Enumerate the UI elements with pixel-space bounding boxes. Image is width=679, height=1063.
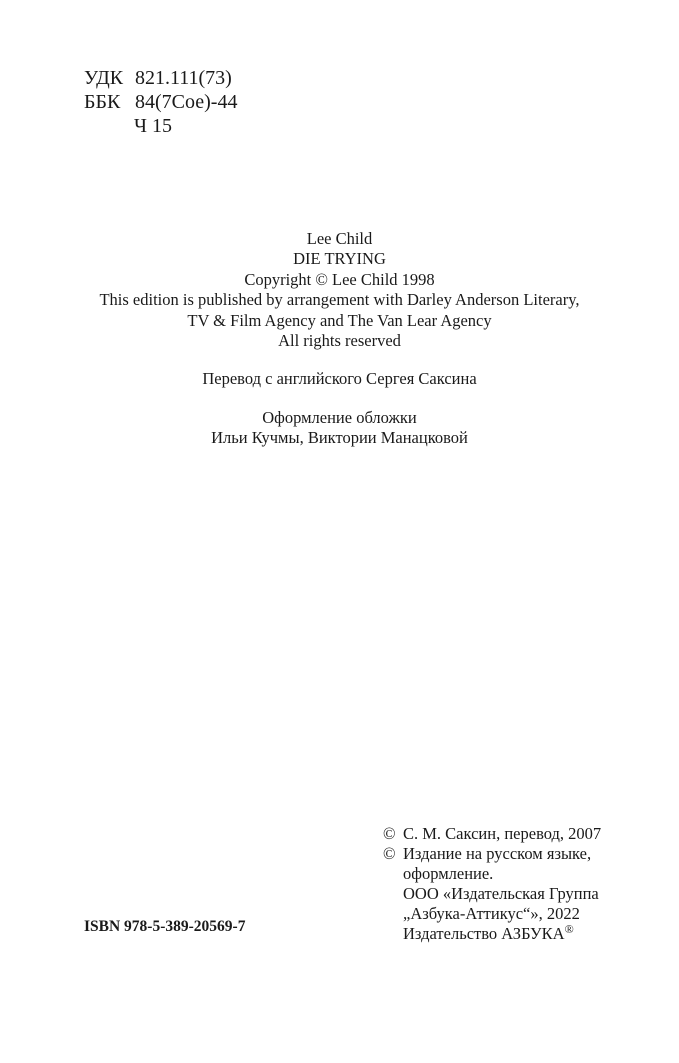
udc-row xyxy=(84,66,237,90)
edition-notice-line-1: Издание на русском языке, xyxy=(403,844,592,863)
bbk-value: 84(7Сое)-44 xyxy=(135,91,238,113)
translation-notice: С. М. Саксин, перевод, 2007 xyxy=(403,824,602,843)
copyright-notices xyxy=(383,824,601,944)
classification-block xyxy=(84,66,237,138)
udc-value: 821.111(73) xyxy=(135,67,232,89)
publisher-line-3: Издательство АЗБУКА xyxy=(403,924,565,943)
bbk-row xyxy=(84,90,237,114)
bbk-label: ББК xyxy=(84,91,121,113)
udc-label: УДК xyxy=(84,67,124,89)
spacer xyxy=(0,390,679,408)
copyright-symbol: © xyxy=(383,844,396,863)
copyright-line: Copyright © Lee Child 1998 xyxy=(244,269,435,289)
publisher-line-1: ООО «Издательская Группа xyxy=(403,884,599,903)
edition-line-1: This edition is published by arrangement with Darley Anderson Literary, xyxy=(99,290,580,310)
copyright-symbol: © xyxy=(383,824,396,843)
edition-line-2: TV & Film Agency and The Van Lear Agency xyxy=(187,310,492,330)
isbn: ISBN 978-5-389-20569-7 xyxy=(84,918,246,935)
rights-line: All rights reserved xyxy=(278,331,401,351)
edition-notice-line-2: оформление. xyxy=(403,864,494,883)
credits-block xyxy=(0,229,679,449)
author-mark-row xyxy=(84,114,237,138)
author-name: Lee Child xyxy=(306,229,373,248)
translation-notice-row xyxy=(383,824,601,844)
spacer xyxy=(0,351,679,369)
author-mark: Ч 15 xyxy=(134,115,172,137)
publisher-line-2: „Азбука-Аттикус“», 2022 xyxy=(403,904,580,923)
cover-design-names: Ильи Кучмы, Виктории Манацковой xyxy=(211,428,468,448)
publisher-line-3-row xyxy=(383,924,601,944)
original-title: DIE TRYING xyxy=(293,249,386,269)
edition-notice-row xyxy=(383,844,601,864)
translation-credit: Перевод с английского Сергея Саксина xyxy=(202,369,477,389)
registered-mark: ® xyxy=(564,922,574,936)
cover-design-label: Оформление обложки xyxy=(262,407,417,427)
